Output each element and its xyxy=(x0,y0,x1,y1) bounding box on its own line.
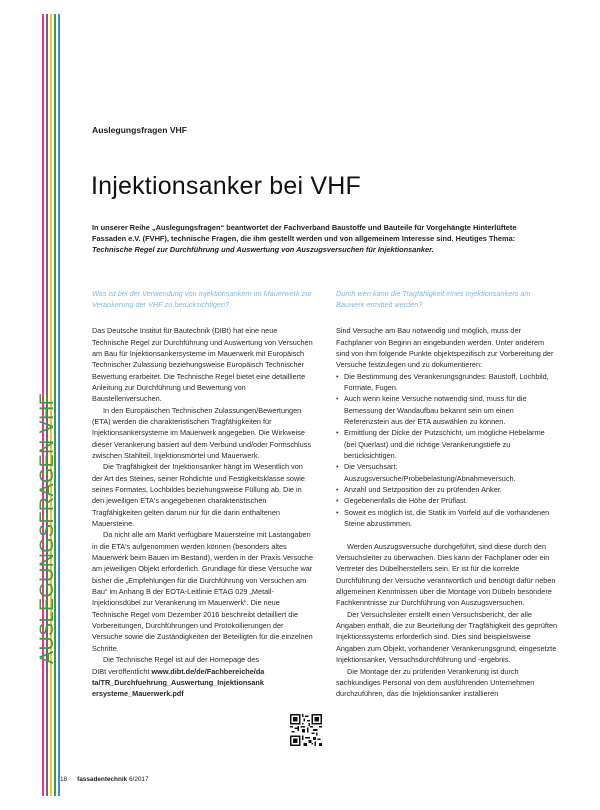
list-item: • Gegebenenfalls die Höhe der Prüflast. xyxy=(336,495,558,506)
left-column xyxy=(92,288,314,700)
left-paragraph-3: Die Tragfähigkeit der Injektionsanker hängt im Wesentlich von der Art des Steines, seiner Rohdichte und Festigkeitsklasse sowie seines Formates, Lochbildes beziehungsweise Füllung ab. Die in den jeweiligen ETA's angegebenen charakteristischen Tragfähigkeiten gelten darum nur für die darin enthaltenen Mauersteine. xyxy=(92,462,305,529)
list-item: • Auch wenn keine Versuche notwendig sind, muss für die Bemessung der Wandaufbau bekannt sein um einen Referenzstein aus der ETA auswählen zu können. xyxy=(336,393,558,427)
left-paragraph-2: In den Europäischen Technischen Zulassungen/Bewertungen (ETA) werden die charakteristischen Tragfähigkeiten für Injektionsankersysteme im Mauerwerk angegeben. Die Wirkweise dieser Verankerung basiert auf dem Verbund und/oder Formschluss zwischen Stahlteil, Injektionsmörtel und Mauerwerk. xyxy=(92,405,312,460)
right-question: Durch wen kann die Tragfähigkeit eines Injektionsankers am Bauwerk ermittelt werden? xyxy=(336,289,531,310)
magazine-name: fassadentechnik xyxy=(77,776,128,783)
list-item: • Ermittlung der Dicke der Putzschicht, um mögliche Hebelarme (bei Querlast) und die richtige Verankerungstiefe zu berücksichtigen. xyxy=(336,427,558,461)
spacer xyxy=(336,529,558,540)
left-question: Was ist bei der Verwendung von Injektionsankern im Mauerwerk zur Verankerung der VHF zu berücksichtigen? xyxy=(92,289,312,310)
requirements-list xyxy=(336,371,558,530)
qr-code-icon xyxy=(290,714,322,746)
list-item: • Anzahl und Setzposition der zu prüfenden Anker. xyxy=(336,484,558,495)
left-paragraph-4: Da nicht alle am Markt verfügbare Mauersteine mit Lastangaben in die ETA's aufgenommen werden können (besonders altes Mauerwerk beim Bauen im Bestand), werden in der Praxis Versuche am jeweiligen Objekt erforderlich. Grundlage für diese Versuche war bisher die „Empfehlungen für die Durchführung von Versuchen am Bau“ im Anhang B der EOTA-Leitlinie ETAG 029 „Metall-Injektionsdübel zur Verankerung im Mauerwerk“. Die neue Technische Regel vom Dezember 2016 beschreibt detailliert die Vorbereitungen, Durchführungen und Protokollierungen der Versuche sowie die Zuständigkeiten der Beteiligten für die einzelnen Schritte. xyxy=(92,530,314,653)
left-paragraph-5-text: Die Technische Regel ist auf der Homepage des DIBt veröffentlicht xyxy=(92,655,260,676)
list-item: • Soweit es möglich ist, die Statik im Vorfeld auf die vorhandenen Steine abzustimmen. xyxy=(336,507,558,530)
page-number: 18 xyxy=(60,776,68,783)
left-paragraph-5 xyxy=(92,654,314,699)
left-paragraph-1: Das Deutsche Institut für Bautechnik (DIBt) hat eine neue Technische Regel zur Durchführung und Auswertung von Versuchen am Bau für Injektionsankersysteme im Mauerwerk mit Europäisch Technischer Zulassung beziehungsweise Europäisch Technischer Bewertung erarbeitet. Die Technische Regel bietet eine detaillierte Anleitung zur Durchführung und Bewertung von Baustellenversuchen. xyxy=(92,326,313,404)
right-paragraph-2: Werden Auszugsversuche durchgeführt, sind diese durch den Versuchsleiter zu überwachen. Dies kann der Fachplaner oder ein Vertreter des Dübelherstellers sein. Er ist für die korrekte Durchführung der Versuche verantwortlich und benötigt dafür neben allgemeinen Kenntnissen über die Montage von Dübeln besondere Fachkenntnisse zur Durchführung von Auszugsversuchen. xyxy=(336,541,556,608)
dibt-link[interactable]: www.dibt.de/de/Fachbereiche/data/TR_Durchfuehrung_Auswertung_Injektionsankersysteme_Mauerwerk.pdf xyxy=(92,666,265,699)
intro-text: In unserer Reihe „Auslegungsfragen“ beantwortet der Fachverband Baustoffe und Bauteile für Vorgehängte Hinterlüftete Fassaden e.V. (FVHF), technische Fragen, die ihm gestellt werden und von allgemeinem Interesse sind. Heutiges Thema: xyxy=(92,223,517,244)
list-item: • Die Bestimmung des Verankerungsgrundes: Baustoff, Lochbild, Formate, Fugen. xyxy=(336,371,558,394)
list-item: • Die Versuchsart: Auszugsversuche/Probebelastung/Abnahmeversuch. xyxy=(336,461,558,484)
headline: Injektionsanker bei VHF xyxy=(91,172,362,200)
intro-topic: Technische Regel zur Durchführung und Auswertung von Auszugsversuchen für Injektionsanker. xyxy=(92,245,434,255)
intro xyxy=(92,222,542,256)
right-paragraph-4: Die Montage der zu prüfenden Verankerung ist durch sachkundiges Personal von dem ausführenden Unternehmen durchzuführen, das die Injektionsanker installieren xyxy=(336,666,535,699)
issue-number: 6/2017 xyxy=(128,776,149,783)
page-footer xyxy=(60,776,149,783)
right-paragraph-1: Sind Versuche am Bau notwendig und möglich, muss der Fachplaner von Beginn an eingebunden werden. Unter anderem sind von ihm folgende Punkte objektspezifisch zur Vorbereitung der Versuche festzulegen und zu dokumentieren: xyxy=(336,326,554,370)
side-title: AUSLEGUNGSFRAGEN VHF xyxy=(36,392,58,664)
right-paragraph-3: Der Versuchsleiter erstellt einen Versuchsbericht, der alle Angaben enthält, die zur Beurteilung der Tragfähigkeit des geprüften Injektionssystems erforderlich sind. Dies sind beispielsweise Angaben zum Objekt, vorhandener Verankerungsgrund, eingesetzte Injektionsanker, Versuchsdurchführung und -ergebnis. xyxy=(336,609,558,665)
right-column xyxy=(336,288,558,700)
kicker: Auslegungsfragen VHF xyxy=(92,125,188,135)
